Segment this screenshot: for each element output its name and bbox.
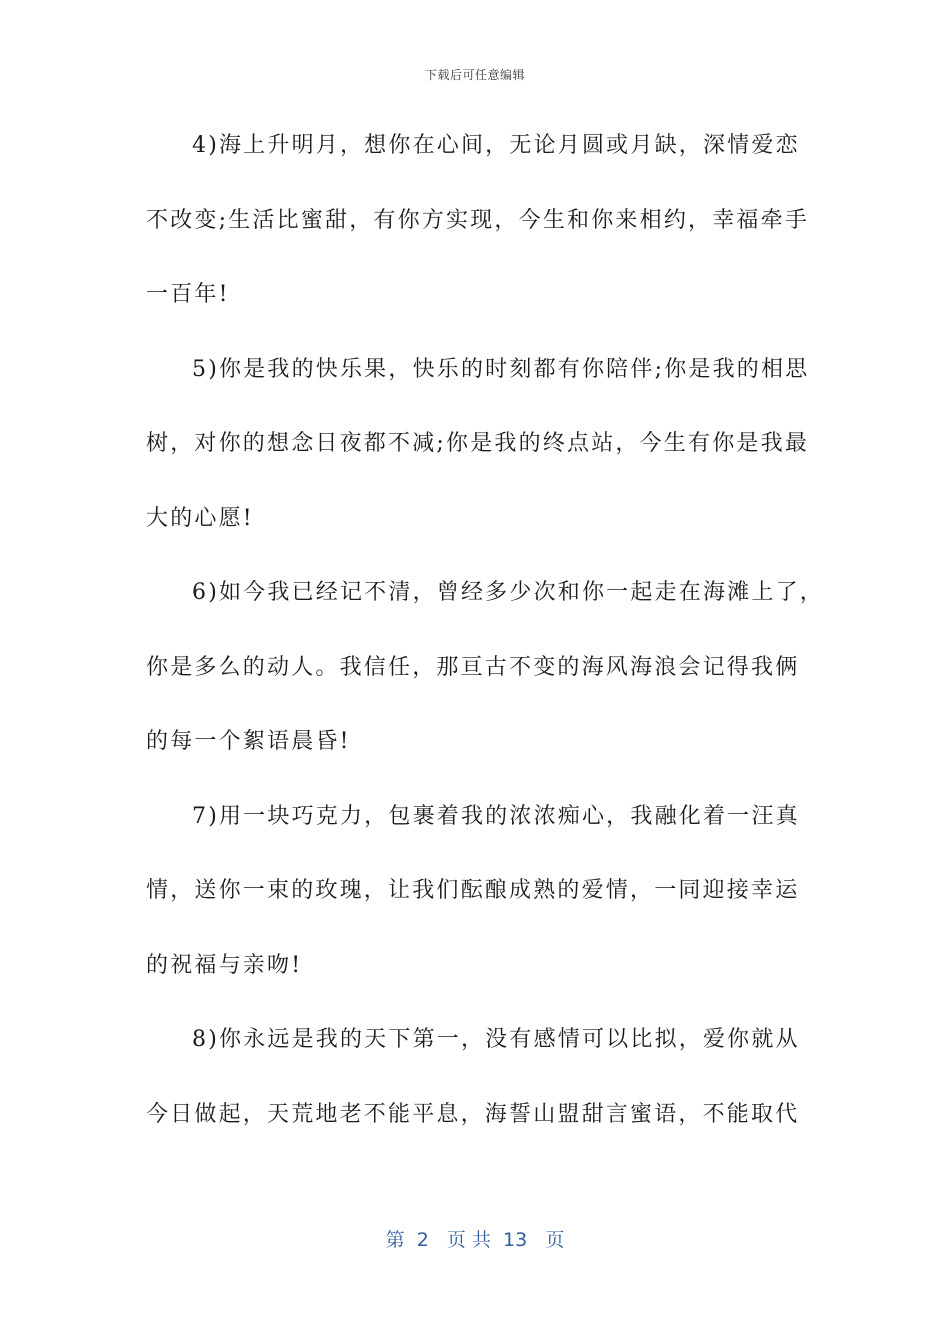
- text-line: 5)你是我的快乐果，快乐的时刻都有你陪伴;你是我的相思: [192, 356, 810, 382]
- text-line: 你是多么的动人。我信任，那亘古不变的海风海浪会记得我俩: [146, 654, 800, 680]
- paragraph: [146, 348, 810, 572]
- text-line: 4)海上升明月，想你在心间，无论月圆或月缺，深情爱恋: [192, 133, 800, 158]
- document-body: [146, 124, 824, 1167]
- paragraph: [146, 795, 806, 1019]
- text-line: 8)你永远是我的天下第一，没有感情可以比拟，爱你就从: [192, 1027, 800, 1052]
- text-line: 树，对你的想念日夜都不减;你是我的终点站，今生有你是我最: [146, 431, 810, 456]
- text-line: 一百年!: [146, 282, 230, 307]
- text-line: 大的心愿!: [146, 505, 254, 531]
- text-line: 今日做起，天荒地老不能平息，海誓山盟甜言蜜语，不能取代: [146, 1101, 800, 1127]
- text-line: 的每一个絮语晨昏!: [146, 729, 351, 754]
- paragraph: [146, 1018, 806, 1167]
- paragraph: [146, 571, 824, 795]
- text-line: 7)用一块巧克力，包裹着我的浓浓痴心，我融化着一汪真: [192, 803, 800, 829]
- text-line: 6)如今我已经记不清，曾经多少次和你一起走在海滩上了，: [192, 580, 824, 605]
- text-line: 情，送你一束的玫瑰，让我们酝酿成熟的爱情，一同迎接幸运: [146, 878, 800, 903]
- page-number-footer: 第 2 页 共 13 页: [385, 1229, 565, 1251]
- paragraph: [146, 124, 810, 348]
- text-line: 不改变;生活比蜜甜，有你方实现，今生和你来相约，幸福牵手: [146, 207, 810, 233]
- page-header: 下载后可任意编辑: [424, 68, 525, 82]
- text-line: 的祝福与亲吻!: [146, 952, 303, 978]
